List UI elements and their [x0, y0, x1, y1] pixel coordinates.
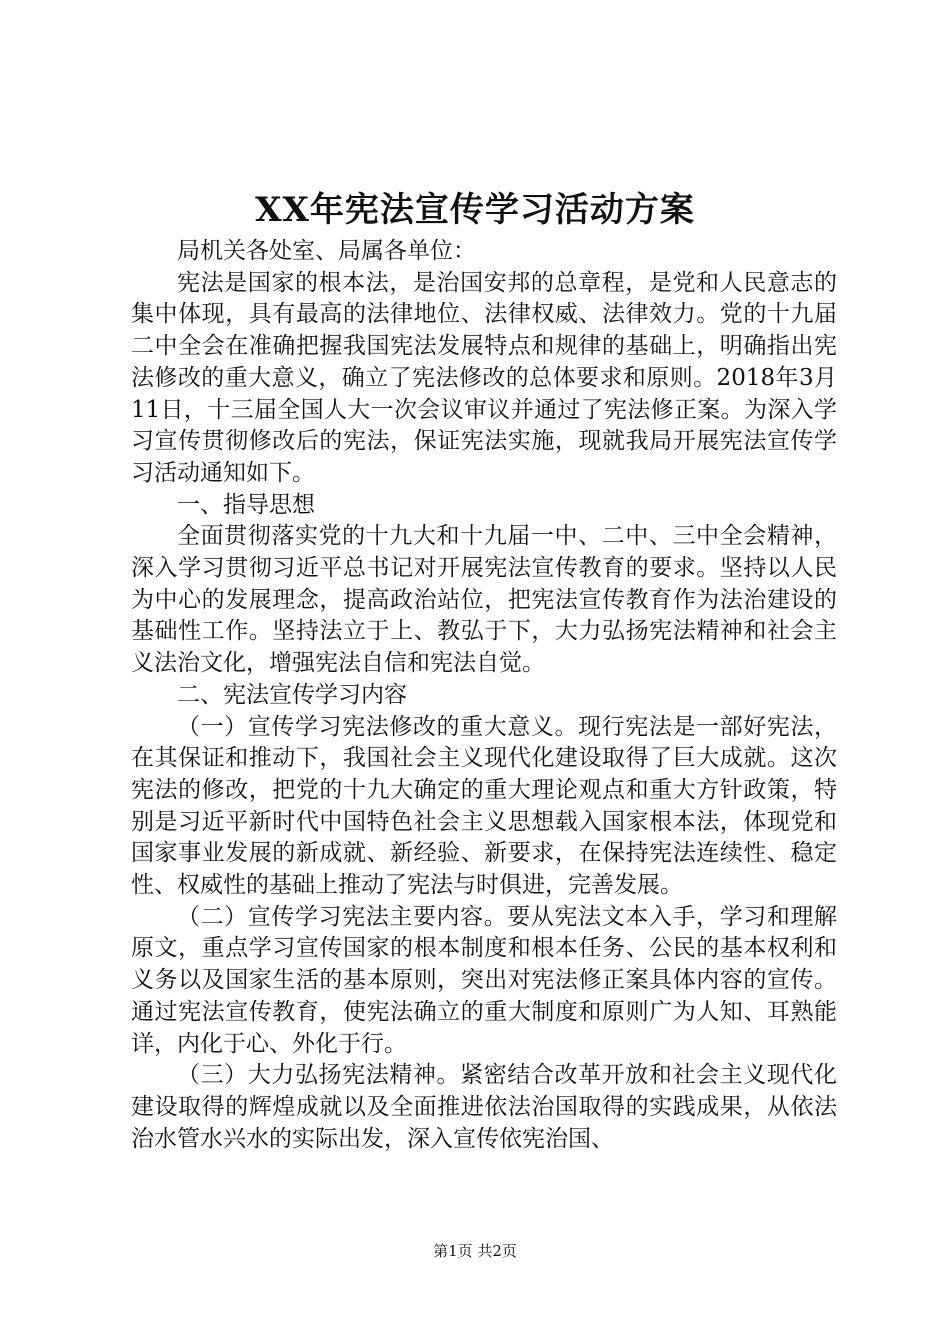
- salutation-paragraph: 局机关各处室、局属各单位：: [177, 238, 476, 264]
- page-number-footer: 第1页 共2页: [433, 1242, 517, 1260]
- section-heading-content: 二、宪法宣传学习内容: [177, 681, 407, 708]
- document-title: XX年宪法宣传学习活动方案: [255, 190, 695, 230]
- document-body: [131, 236, 837, 1155]
- section-heading-guiding-thought: 一、指导思想: [177, 491, 315, 518]
- intro-paragraph: 宪法是国家的根本法，是治国安邦的总章程，是党和人民意志的集中体现，具有最高的法律地位、法律权威、法律效力。党的十九届二中全会在准确把握我国宪法发展特点和规律的基础上，明确指出宪法修改的重大意义，确立了宪法修改的总体要求和原则。2018年3月11日，十三届全国人大一次会议审议并通过了宪法修正案。为深入学习宣传贯彻修改后的宪法，保证宪法实施，现就我局开展宪法宣传学习活动通知如下。: [131, 269, 837, 486]
- content-item-1-paragraph: （一）宣传学习宪法修改的重大意义。现行宪法是一部好宪法，在其保证和推动下，我国社会主义现代化建设取得了巨大成就。这次宪法的修改，把党的十九大确定的重大理论观点和重大方针政策，特别是习近平新时代中国特色社会主义思想载入国家根本法，体现党和国家事业发展的新成就、新经验、新要求，在保持宪法连续性、稳定性、权威性的基础上推动了宪法与时俱进，完善发展。: [131, 713, 837, 899]
- content-item-3-paragraph: （三）大力弘扬宪法精神。紧密结合改革开放和社会主义现代化建设取得的辉煌成就以及全面推进依法治国取得的实践成果，从依法治水管水兴水的实际出发，深入宣传依宪治国、: [131, 1062, 837, 1152]
- guiding-thought-paragraph: 全面贯彻落实党的十九大和十九届一中、二中、三中全会精神，深入学习贯彻习近平总书记对开展宪法宣传教育的要求。坚持以人民为中心的发展理念，提高政治站位，把宪法宣传教育作为法治建设的基础性工作。坚持法立于上、教弘于下，大力弘扬宪法精神和社会主义法治文化，增强宪法自信和宪法自觉。: [131, 523, 837, 677]
- content-item-2-paragraph: （二）宣传学习宪法主要内容。要从宪法文本入手，学习和理解原文，重点学习宣传国家的根本制度和根本任务、公民的基本权利和义务以及国家生活的基本原则，突出对宪法修正案具体内容的宣传。通过宪法宣传教育，使宪法确立的重大制度和原则广为人知、耳熟能详，内化于心、外化于行。: [131, 903, 837, 1057]
